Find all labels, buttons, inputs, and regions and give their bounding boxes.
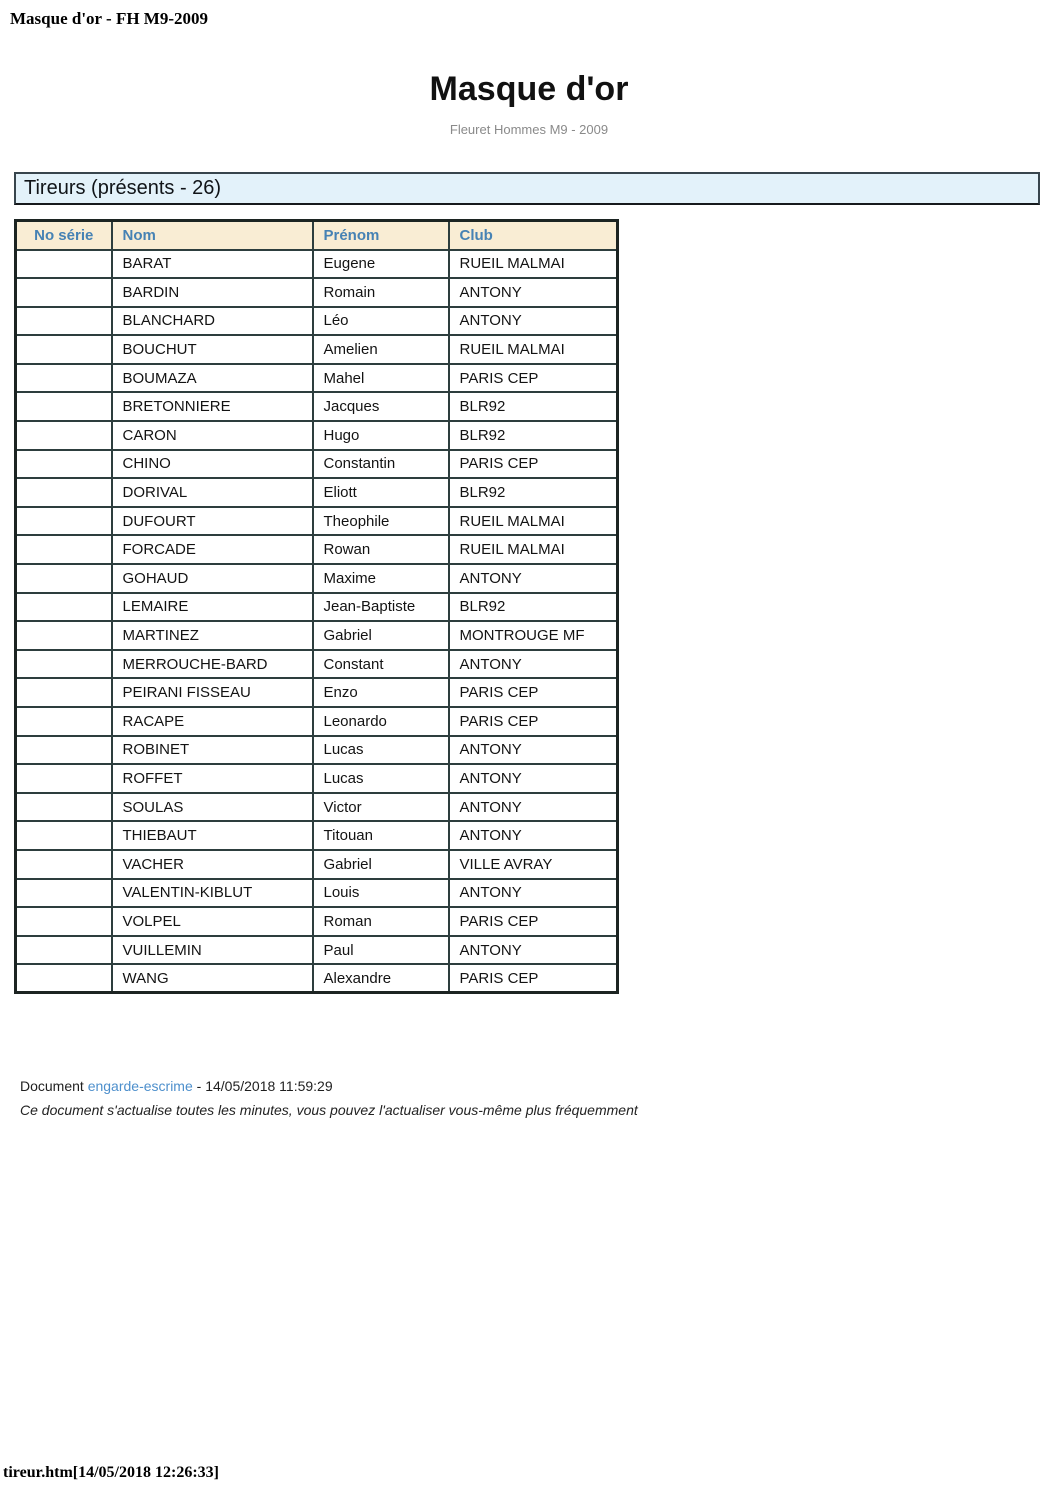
table-row — [16, 879, 618, 908]
cell-prenom: Romain — [313, 278, 449, 307]
cell-club: PARIS CEP — [449, 450, 618, 479]
cell-no-serie — [16, 535, 112, 564]
cell-no-serie — [16, 793, 112, 822]
cell-nom: LEMAIRE — [112, 593, 313, 622]
cell-club: ANTONY — [449, 764, 618, 793]
cell-nom: BLANCHARD — [112, 307, 313, 336]
cell-nom: RACAPE — [112, 707, 313, 736]
print-header: Masque d'or - FH M9-2009 — [10, 9, 209, 28]
cell-club: RUEIL MALMAI — [449, 250, 618, 279]
table-row — [16, 764, 618, 793]
table-row — [16, 307, 618, 336]
table-row — [16, 936, 618, 965]
cell-club: BLR92 — [449, 478, 618, 507]
table-row — [16, 507, 618, 536]
cell-club: RUEIL MALMAI — [449, 507, 618, 536]
cell-nom: BRETONNIERE — [112, 392, 313, 421]
cell-club: BLR92 — [449, 392, 618, 421]
table-row — [16, 621, 618, 650]
cell-club: BLR92 — [449, 421, 618, 450]
cell-no-serie — [16, 335, 112, 364]
cell-prenom: Gabriel — [313, 850, 449, 879]
table-row — [16, 678, 618, 707]
section-header-tireurs: Tireurs (présents - 26) — [14, 172, 1040, 205]
cell-no-serie — [16, 879, 112, 908]
cell-club: VILLE AVRAY — [449, 850, 618, 879]
cell-nom: BARDIN — [112, 278, 313, 307]
cell-club: RUEIL MALMAI — [449, 535, 618, 564]
cell-no-serie — [16, 392, 112, 421]
table-row — [16, 450, 618, 479]
cell-no-serie — [16, 678, 112, 707]
print-footer: tireur.htm[14/05/2018 12:26:33] — [3, 1464, 219, 1481]
cell-prenom: Constant — [313, 650, 449, 679]
cell-prenom: Jean-Baptiste — [313, 593, 449, 622]
table-row — [16, 593, 618, 622]
cell-no-serie — [16, 707, 112, 736]
cell-prenom: Paul — [313, 936, 449, 965]
cell-no-serie — [16, 307, 112, 336]
cell-nom: PEIRANI FISSEAU — [112, 678, 313, 707]
cell-prenom: Enzo — [313, 678, 449, 707]
cell-nom: ROFFET — [112, 764, 313, 793]
cell-prenom: Mahel — [313, 364, 449, 393]
cell-nom: FORCADE — [112, 535, 313, 564]
table-row — [16, 421, 618, 450]
cell-prenom: Rowan — [313, 535, 449, 564]
cell-club: PARIS CEP — [449, 907, 618, 936]
roster-table-container — [14, 219, 619, 994]
page-subtitle: Fleuret Hommes M9 - 2009 — [449, 122, 609, 137]
cell-no-serie — [16, 507, 112, 536]
cell-prenom: Eugene — [313, 250, 449, 279]
cell-nom: ROBINET — [112, 736, 313, 765]
cell-club: ANTONY — [449, 650, 618, 679]
cell-nom: SOULAS — [112, 793, 313, 822]
table-row — [16, 707, 618, 736]
cell-club: PARIS CEP — [449, 707, 618, 736]
cell-prenom: Eliott — [313, 478, 449, 507]
cell-prenom: Léo — [313, 307, 449, 336]
page-title: Masque d'or — [429, 70, 629, 108]
document-timestamp: - 14/05/2018 11:59:29 — [196, 1078, 333, 1094]
cell-no-serie — [16, 964, 112, 993]
table-body — [16, 250, 618, 993]
cell-no-serie — [16, 907, 112, 936]
cell-club: PARIS CEP — [449, 364, 618, 393]
table-row — [16, 821, 618, 850]
cell-no-serie — [16, 650, 112, 679]
cell-club: ANTONY — [449, 736, 618, 765]
cell-nom: VACHER — [112, 850, 313, 879]
table-row — [16, 736, 618, 765]
table-row — [16, 793, 618, 822]
table-row — [16, 964, 618, 993]
cell-club: ANTONY — [449, 307, 618, 336]
cell-no-serie — [16, 250, 112, 279]
cell-nom: VALENTIN-KIBLUT — [112, 879, 313, 908]
cell-prenom: Constantin — [313, 450, 449, 479]
cell-nom: GOHAUD — [112, 564, 313, 593]
table-header-row — [16, 221, 618, 250]
cell-nom: MARTINEZ — [112, 621, 313, 650]
cell-no-serie — [16, 936, 112, 965]
cell-no-serie — [16, 821, 112, 850]
cell-no-serie — [16, 450, 112, 479]
cell-club: ANTONY — [449, 278, 618, 307]
engarde-escrime-link[interactable]: engarde-escrime — [87, 1078, 193, 1094]
cell-no-serie — [16, 564, 112, 593]
cell-no-serie — [16, 478, 112, 507]
cell-prenom: Gabriel — [313, 621, 449, 650]
cell-no-serie — [16, 736, 112, 765]
table-row — [16, 650, 618, 679]
cell-no-serie — [16, 278, 112, 307]
table-row — [16, 250, 618, 279]
cell-club: RUEIL MALMAI — [449, 335, 618, 364]
cell-prenom: Lucas — [313, 736, 449, 765]
cell-prenom: Theophile — [313, 507, 449, 536]
cell-prenom: Lucas — [313, 764, 449, 793]
cell-prenom: Maxime — [313, 564, 449, 593]
cell-club: ANTONY — [449, 564, 618, 593]
cell-club: MONTROUGE MF — [449, 621, 618, 650]
table-row — [16, 364, 618, 393]
cell-prenom: Roman — [313, 907, 449, 936]
cell-nom: DORIVAL — [112, 478, 313, 507]
cell-nom: BOUMAZA — [112, 364, 313, 393]
refresh-note: Ce document s'actualise toutes les minutes, vous pouvez l'actualiser vous-même plus fréquemment — [20, 1102, 638, 1118]
cell-nom: CARON — [112, 421, 313, 450]
table-row — [16, 850, 618, 879]
cell-no-serie — [16, 850, 112, 879]
cell-prenom: Titouan — [313, 821, 449, 850]
table-row — [16, 278, 618, 307]
cell-no-serie — [16, 764, 112, 793]
cell-club: PARIS CEP — [449, 964, 618, 993]
document-label: Document — [20, 1078, 84, 1094]
cell-nom: DUFOURT — [112, 507, 313, 536]
column-header-club: Club — [449, 221, 618, 250]
roster-table — [14, 219, 619, 994]
cell-nom: WANG — [112, 964, 313, 993]
table-row — [16, 535, 618, 564]
document-info-line — [20, 1078, 333, 1094]
table-row — [16, 564, 618, 593]
cell-no-serie — [16, 421, 112, 450]
cell-no-serie — [16, 621, 112, 650]
cell-club: BLR92 — [449, 593, 618, 622]
table-row — [16, 907, 618, 936]
cell-prenom: Louis — [313, 879, 449, 908]
cell-no-serie — [16, 364, 112, 393]
cell-nom: BARAT — [112, 250, 313, 279]
cell-nom: CHINO — [112, 450, 313, 479]
table-row — [16, 478, 618, 507]
table-row — [16, 335, 618, 364]
cell-club: ANTONY — [449, 793, 618, 822]
cell-prenom: Jacques — [313, 392, 449, 421]
cell-nom: MERROUCHE-BARD — [112, 650, 313, 679]
table-row — [16, 392, 618, 421]
cell-prenom: Leonardo — [313, 707, 449, 736]
column-header-no-serie: No série — [16, 221, 112, 250]
cell-nom: BOUCHUT — [112, 335, 313, 364]
cell-club: PARIS CEP — [449, 678, 618, 707]
column-header-prenom: Prénom — [313, 221, 449, 250]
cell-prenom: Amelien — [313, 335, 449, 364]
cell-nom: VOLPEL — [112, 907, 313, 936]
cell-club: ANTONY — [449, 879, 618, 908]
cell-prenom: Hugo — [313, 421, 449, 450]
cell-nom: THIEBAUT — [112, 821, 313, 850]
cell-prenom: Alexandre — [313, 964, 449, 993]
cell-prenom: Victor — [313, 793, 449, 822]
cell-nom: VUILLEMIN — [112, 936, 313, 965]
cell-no-serie — [16, 593, 112, 622]
column-header-nom: Nom — [112, 221, 313, 250]
cell-club: ANTONY — [449, 936, 618, 965]
cell-club: ANTONY — [449, 821, 618, 850]
